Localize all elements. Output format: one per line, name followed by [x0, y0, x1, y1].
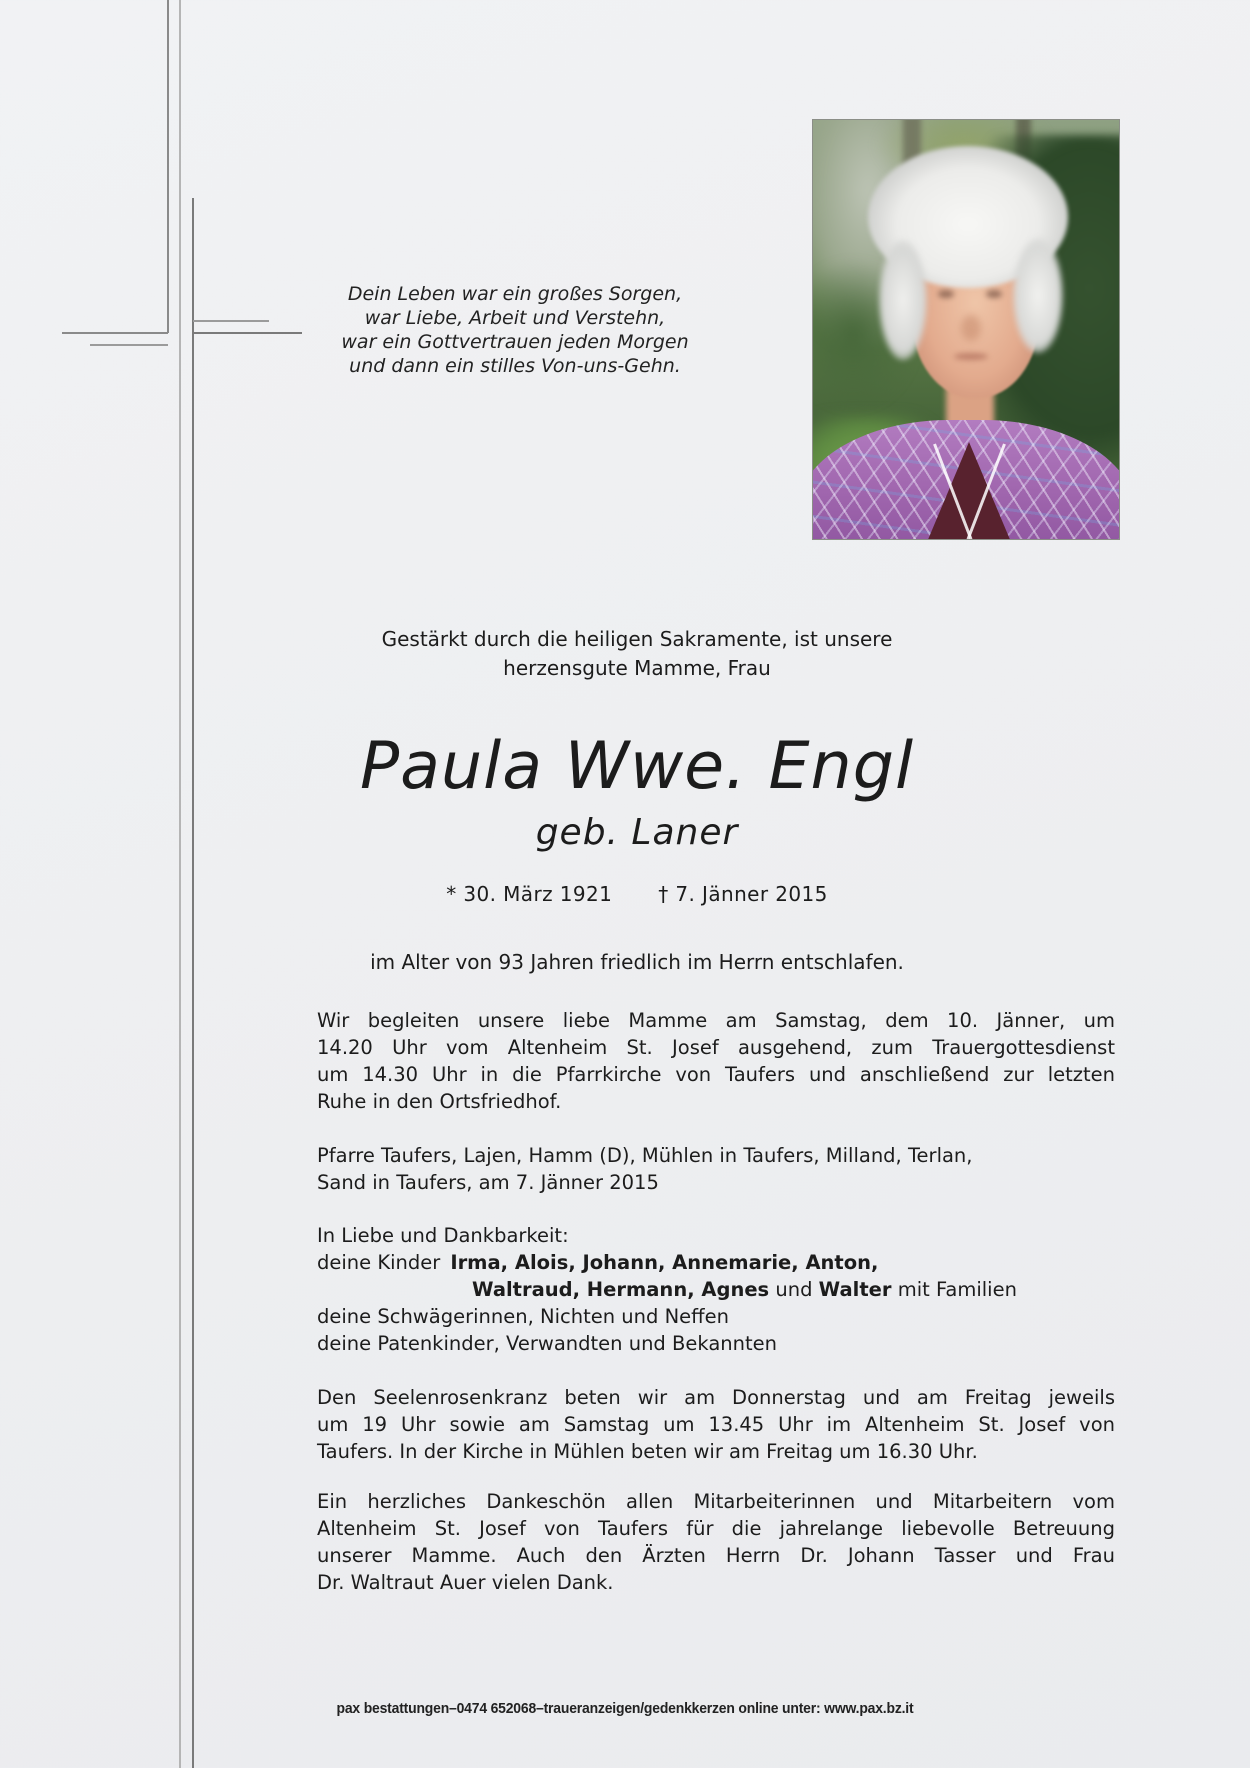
poem-line: war Liebe, Arbeit und Verstehn,	[364, 307, 666, 329]
rosary-paragraph	[317, 1384, 1115, 1465]
mourners-intro: In Liebe und Dankbarkeit:	[317, 1224, 569, 1247]
funeral-line: Wir begleiten unsere liebe Mamme am Samstag, dem 10. Jänner, um	[317, 1009, 1115, 1032]
cross-horizontal-left-lower	[90, 344, 168, 346]
gratitude-line: Dr. Waltraut Auer vielen Dank.	[317, 1571, 614, 1594]
photo-eye	[938, 290, 954, 298]
funeral-line: Ruhe in den Ortsfriedhof.	[317, 1090, 562, 1113]
cross-vertical-line-left	[167, 0, 169, 333]
deceased-name: Paula Wwe. Engl	[359, 729, 915, 804]
poem-line: Dein Leben war ein großes Sorgen,	[347, 283, 683, 305]
children-names-bold: Irma, Alois, Johann, Annemarie, Anton,	[450, 1251, 879, 1274]
children-names-bold: Walter	[818, 1278, 892, 1301]
relatives-line: deine Patenkinder, Verwandten und Bekannten	[317, 1332, 778, 1355]
cross-horizontal-right-upper	[193, 320, 269, 322]
photo-hair-side	[879, 240, 927, 360]
parish-paragraph	[317, 1142, 1115, 1196]
cross-horizontal-right-lower	[193, 332, 302, 334]
poem-line: und dann ein stilles Von-uns-Gehn.	[349, 355, 681, 377]
photo-hair-side	[1013, 238, 1063, 353]
intro-line: Gestärkt durch die heiligen Sakramente, ist unsere	[381, 627, 893, 651]
portrait-photo	[812, 119, 1120, 540]
funeral-line: 14.20 Uhr vom Altenheim St. Josef ausgehend, zum Trauergottesdienst	[317, 1036, 1115, 1059]
gratitude-line: unserer Mamme. Auch den Ärzten Herrn Dr. Johann Tasser und Frau	[317, 1544, 1115, 1567]
photo-nose	[961, 315, 981, 341]
children-suffix: mit Familien	[897, 1278, 1017, 1301]
parish-line: Sand in Taufers, am 7. Jänner 2015	[317, 1171, 659, 1194]
children-conjunction: und	[775, 1278, 813, 1301]
rosary-line: um 19 Uhr sowie am Samstag um 13.45 Uhr im Altenheim St. Josef von	[317, 1413, 1115, 1436]
memorial-poem	[315, 282, 715, 378]
funeral-home-footer: pax bestattungen–0474 652068–traueranzeigen/gedenkkerzen online unter: www.pax.bz.it	[336, 1700, 914, 1717]
children-line-2	[317, 1276, 1250, 1303]
life-dates	[24, 882, 1250, 906]
photo-eye	[986, 290, 1002, 298]
cross-horizontal-left-upper	[62, 332, 168, 334]
cross-vertical-line-right	[192, 198, 194, 1768]
poem-line: war ein Gottvertrauen jeden Morgen	[341, 331, 689, 353]
children-line-1	[317, 1249, 1115, 1276]
relatives-line: deine Schwägerinnen, Nichten und Neffen	[317, 1305, 729, 1328]
birth-date: * 30. März 1921	[446, 882, 613, 906]
rosary-line: Den Seelenrosenkranz beten wir am Donnerstag und am Freitag jeweils	[317, 1386, 1115, 1409]
gratitude-paragraph	[317, 1488, 1115, 1596]
parish-line: Pfarre Taufers, Lajen, Hamm (D), Mühlen in Taufers, Milland, Terlan,	[317, 1144, 973, 1167]
gratitude-line: Ein herzliches Dankeschön allen Mitarbeiterinnen und Mitarbeitern vom	[317, 1490, 1115, 1513]
mourners-paragraph	[317, 1222, 1115, 1357]
gratitude-line: Altenheim St. Josef von Taufers für die jahrelange liebevolle Betreuung	[317, 1517, 1115, 1540]
funeral-paragraph	[317, 1007, 1115, 1115]
maiden-name: geb. Laner	[535, 812, 739, 853]
children-names-bold: Waltraud, Hermann, Agnes	[472, 1278, 770, 1301]
intro-text	[24, 625, 1250, 683]
age-line: im Alter von 93 Jahren friedlich im Herrn entschlafen.	[370, 950, 904, 974]
rosary-line: Taufers. In der Kirche in Mühlen beten wir am Freitag um 16.30 Uhr.	[317, 1440, 978, 1463]
funeral-line: um 14.30 Uhr in die Pfarrkirche von Taufers und anschließend zur letzten	[317, 1063, 1115, 1086]
children-prefix: deine Kinder	[317, 1251, 441, 1274]
death-date: † 7. Jänner 2015	[658, 882, 828, 906]
photo-mouth	[954, 353, 988, 360]
intro-line: herzensgute Mamme, Frau	[503, 656, 771, 680]
